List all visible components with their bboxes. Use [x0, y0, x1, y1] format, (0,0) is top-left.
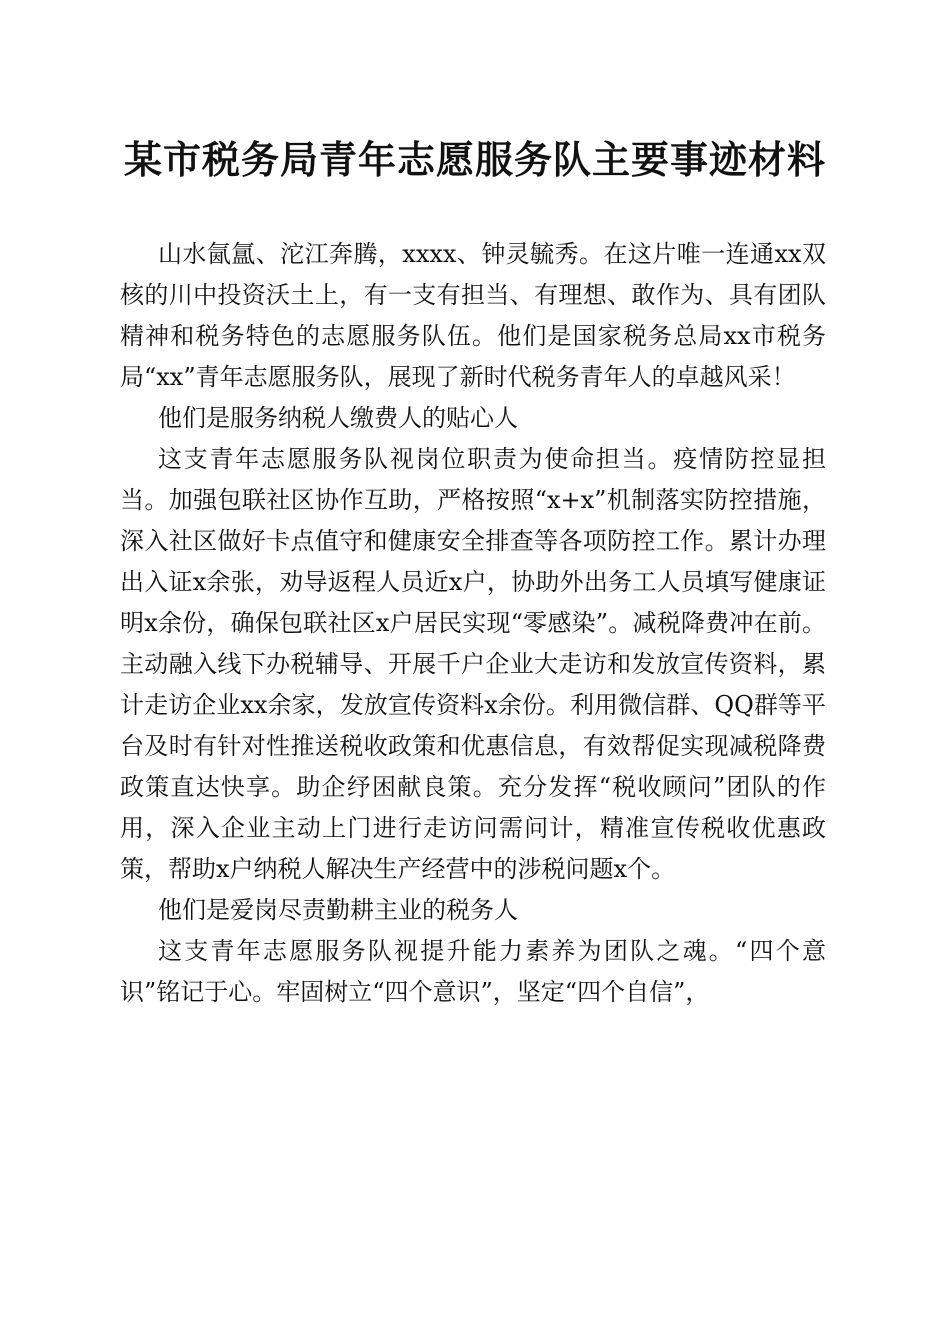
document-title: 某市税务局青年志愿服务队主要事迹材料	[123, 137, 826, 182]
section-heading-duty: 他们是爱岗尽责勤耕主业的税务人	[158, 896, 518, 924]
paragraph-duty: 这支青年志愿服务队视提升能力素养为团队之魂。“四个意识”铭记于心。牢固树立“四个意识”，坚定“四个自信”，	[120, 937, 826, 1006]
paragraph-intro: 山水氤氲、沱江奔腾，xxxx、钟灵毓秀。在这片唯一连通xx双核的川中投资沃土上，有一支有担当、有理想、敢作为、具有团队精神和税务特色的志愿服务队伍。他们是国家税务总局xx市税务局“xx”青年志愿服务队，展现了新时代税务青年人的卓越风采！	[120, 240, 826, 391]
document-body	[120, 234, 826, 1013]
section-heading-service: 他们是服务纳税人缴费人的贴心人	[158, 404, 518, 432]
paragraph-service: 这支青年志愿服务队视岗位职责为使命担当。疫情防控显担当。加强包联社区协作互助，严格按照“x+x”机制落实防控措施，深入社区做好卡点值守和健康安全排查等各项防控工作。累计办理出入证x余张，劝导返程人员近x户，协助外出务工人员填写健康证明x余份，确保包联社区x户居民实现“零感染”。减税降费冲在前。主动融入线下办税辅导、开展千户企业大走访和发放宣传资料，累计走访企业xx余家，发放宣传资料x余份。利用微信群、QQ群等平台及时有针对性推送税收政策和优惠信息，有效帮促实现减税降费政策直达快享。助企纾困献良策。充分发挥“税收顾问”团队的作用，深入企业主动上门进行走访问需问计，精准宣传税收优惠政策，帮助x户纳税人解决生产经营中的涉税问题x个。	[120, 445, 826, 883]
